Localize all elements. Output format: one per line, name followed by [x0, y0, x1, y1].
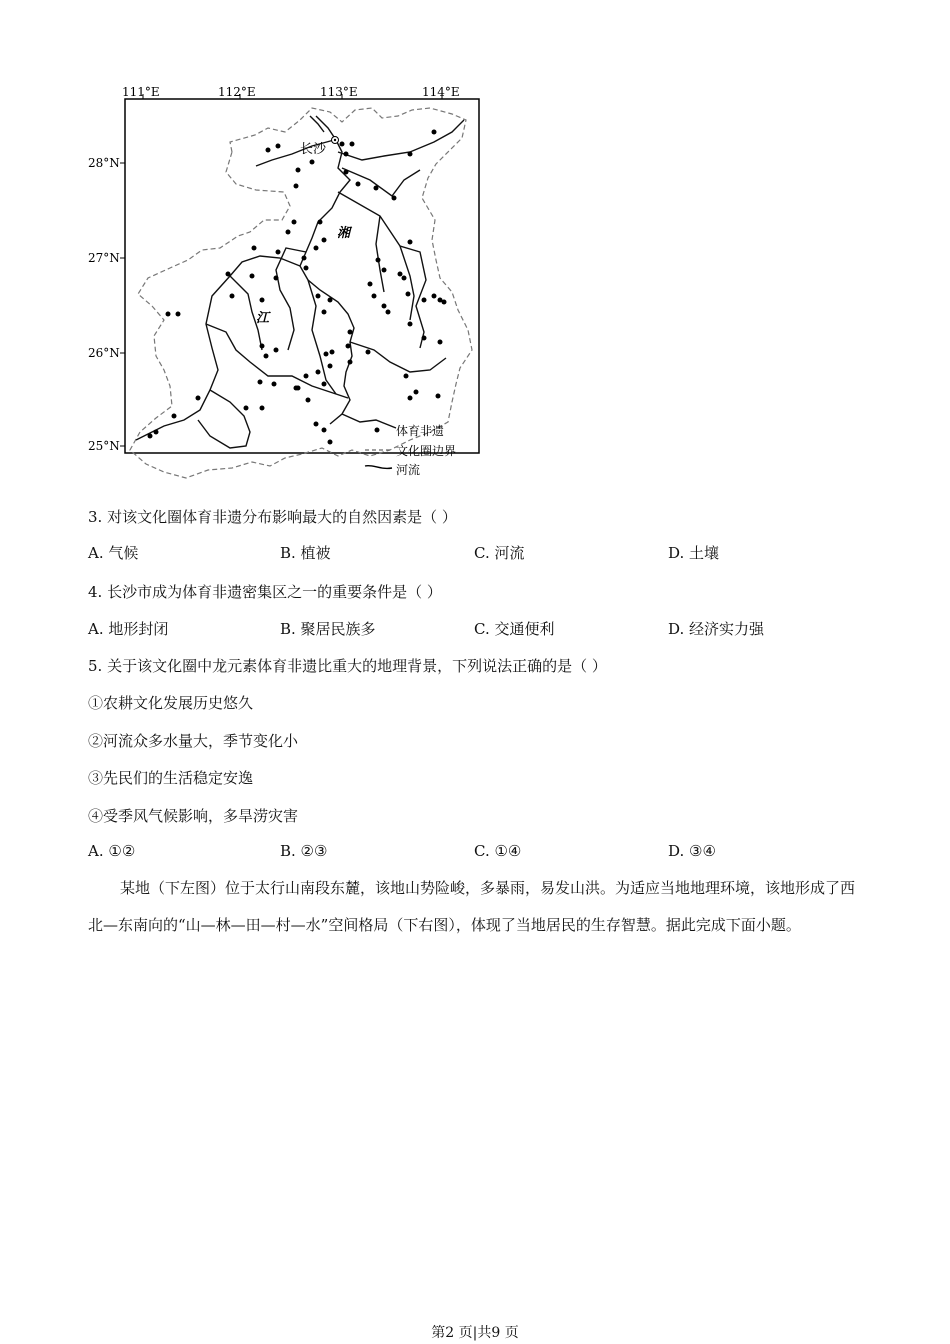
river	[310, 116, 324, 132]
heritage-point	[304, 374, 309, 379]
q4-option-c[interactable]: C. 交通便利	[474, 620, 555, 638]
heritage-point	[274, 276, 279, 281]
map-svg	[80, 80, 500, 480]
q3-option-a[interactable]: A. 气候	[88, 544, 139, 562]
heritage-point	[272, 382, 277, 387]
heritage-point	[442, 300, 447, 305]
heritage-point	[328, 298, 333, 303]
heritage-point	[154, 430, 159, 435]
heritage-point	[266, 148, 271, 153]
lon-label: 111°E	[122, 85, 160, 99]
q5-statement-3: ③先民们的生活稳定安逸	[88, 769, 254, 787]
place-label: 江	[256, 311, 270, 326]
legend-label: 体育非遗	[396, 424, 445, 438]
heritage-point	[432, 130, 437, 135]
heritage-point	[260, 406, 265, 411]
heritage-point	[294, 184, 299, 189]
heritage-point	[316, 370, 321, 375]
q5-option-d[interactable]: D. ③④	[668, 842, 716, 860]
q5-option-c[interactable]: C. ①④	[474, 842, 522, 860]
heritage-point	[310, 160, 315, 165]
place-label: 湘	[337, 226, 351, 241]
lat-label: 26°N	[88, 346, 120, 360]
heritage-point	[260, 344, 265, 349]
heritage-point	[392, 196, 397, 201]
river	[350, 342, 446, 372]
q5-option-b[interactable]: B. ②③	[280, 842, 328, 860]
heritage-point	[244, 406, 249, 411]
heritage-point	[196, 396, 201, 401]
heritage-point	[330, 350, 335, 355]
heritage-point	[422, 298, 427, 303]
river	[300, 116, 354, 424]
river	[338, 120, 464, 160]
heritage-distribution-map	[80, 80, 500, 480]
legend-label: 河流	[396, 463, 421, 477]
heritage-point	[386, 310, 391, 315]
legend-dot-icon	[375, 428, 380, 433]
heritage-point	[148, 434, 153, 439]
q5-statement-4: ④受季风气候影响，多旱涝灾害	[88, 807, 299, 825]
heritage-point	[422, 336, 427, 341]
heritage-point	[294, 386, 299, 391]
heritage-point	[274, 348, 279, 353]
heritage-point	[340, 142, 345, 147]
heritage-point	[226, 272, 231, 277]
heritage-point	[314, 422, 319, 427]
heritage-point	[304, 266, 309, 271]
heritage-point	[252, 246, 257, 251]
lon-label: 112°E	[218, 85, 256, 99]
heritage-point	[322, 238, 327, 243]
heritage-point	[328, 440, 333, 445]
heritage-point	[408, 396, 413, 401]
heritage-point	[346, 344, 351, 349]
question-5-stem: 5. 关于该文化圈中龙元素体育非遗比重大的地理背景，下列说法正确的是（ ）	[88, 657, 607, 675]
heritage-point	[432, 294, 437, 299]
heritage-point	[250, 274, 255, 279]
q3-option-d[interactable]: D. 土壤	[668, 544, 720, 562]
heritage-point	[344, 152, 349, 157]
lat-label: 25°N	[88, 439, 120, 453]
heritage-point	[258, 380, 263, 385]
heritage-point	[402, 276, 407, 281]
heritage-point	[322, 428, 327, 433]
heritage-point	[276, 250, 281, 255]
heritage-point	[276, 144, 281, 149]
question-4-stem: 4. 长沙市成为体育非遗密集区之一的重要条件是（ ）	[88, 583, 442, 601]
lat-label: 27°N	[88, 251, 120, 265]
map-legend	[365, 423, 456, 477]
heritage-point	[344, 170, 349, 175]
legend-label: 文化圈边界	[396, 444, 457, 458]
heritage-point	[316, 294, 321, 299]
heritage-point	[368, 282, 373, 287]
heritage-point	[376, 258, 381, 263]
legend-river-icon	[365, 466, 392, 469]
heritage-point	[382, 304, 387, 309]
heritage-point	[292, 220, 297, 225]
river	[342, 168, 420, 196]
heritage-point	[328, 364, 333, 369]
heritage-point	[382, 268, 387, 273]
q4-option-d[interactable]: D. 经济实力强	[668, 620, 765, 638]
heritage-point	[302, 256, 307, 261]
q3-option-c[interactable]: C. 河流	[474, 544, 525, 562]
lat-label: 28°N	[88, 156, 120, 170]
passage: 某地（下左图）位于太行山南段东麓，该地山势险峻，多暴雨，易发山洪。为适应当地地理环境，该地形成了西北—东南向的“山—林—田—村—水”空间格局（下右图），体现了当地居民的生存智慧。据此完成下面小题。	[88, 879, 856, 934]
river	[400, 246, 414, 320]
heritage-point	[438, 340, 443, 345]
heritage-point	[166, 312, 171, 317]
heritage-point	[260, 298, 265, 303]
heritage-point	[414, 390, 419, 395]
question-3-stem: 3. 对该文化圈体育非遗分布影响最大的自然因素是（ ）	[88, 508, 457, 526]
heritage-point	[172, 414, 177, 419]
lon-label: 113°E	[320, 85, 358, 99]
heritage-point	[314, 246, 319, 251]
heritage-point	[264, 354, 269, 359]
q4-option-b[interactable]: B. 聚居民族多	[280, 620, 376, 638]
heritage-point	[318, 220, 323, 225]
heritage-point	[374, 186, 379, 191]
heritage-point	[408, 152, 413, 157]
heritage-point	[296, 168, 301, 173]
q4-option-a[interactable]: A. 地形封闭	[88, 620, 169, 638]
heritage-point	[350, 142, 355, 147]
heritage-point	[366, 350, 371, 355]
river-network	[136, 116, 464, 448]
heritage-point	[406, 292, 411, 297]
heritage-point	[436, 394, 441, 399]
heritage-point	[404, 374, 409, 379]
heritage-point	[322, 382, 327, 387]
heritage-point	[306, 398, 311, 403]
heritage-point	[348, 330, 353, 335]
heritage-points	[148, 130, 447, 445]
heritage-point	[230, 294, 235, 299]
q5-option-a[interactable]: A. ①②	[88, 842, 136, 860]
heritage-point	[286, 230, 291, 235]
river	[376, 216, 384, 292]
heritage-point	[324, 352, 329, 357]
changsha-marker-center	[334, 139, 336, 141]
heritage-point	[408, 240, 413, 245]
heritage-point	[322, 310, 327, 315]
river	[342, 414, 396, 428]
place-label: 长沙	[300, 142, 327, 157]
heritage-point	[356, 182, 361, 187]
river	[206, 324, 348, 398]
page-footer: 第2 页|共9 页	[431, 1325, 519, 1341]
heritage-point	[348, 360, 353, 365]
q5-statement-1: ①农耕文化发展历史悠久	[88, 694, 254, 712]
heritage-point	[408, 322, 413, 327]
heritage-point	[176, 312, 181, 317]
heritage-point	[372, 294, 377, 299]
q5-statement-2: ②河流众多水量大，季节变化小	[88, 732, 299, 750]
heritage-point	[398, 272, 403, 277]
q3-option-b[interactable]: B. 植被	[280, 544, 331, 562]
lon-label: 114°E	[422, 85, 460, 99]
